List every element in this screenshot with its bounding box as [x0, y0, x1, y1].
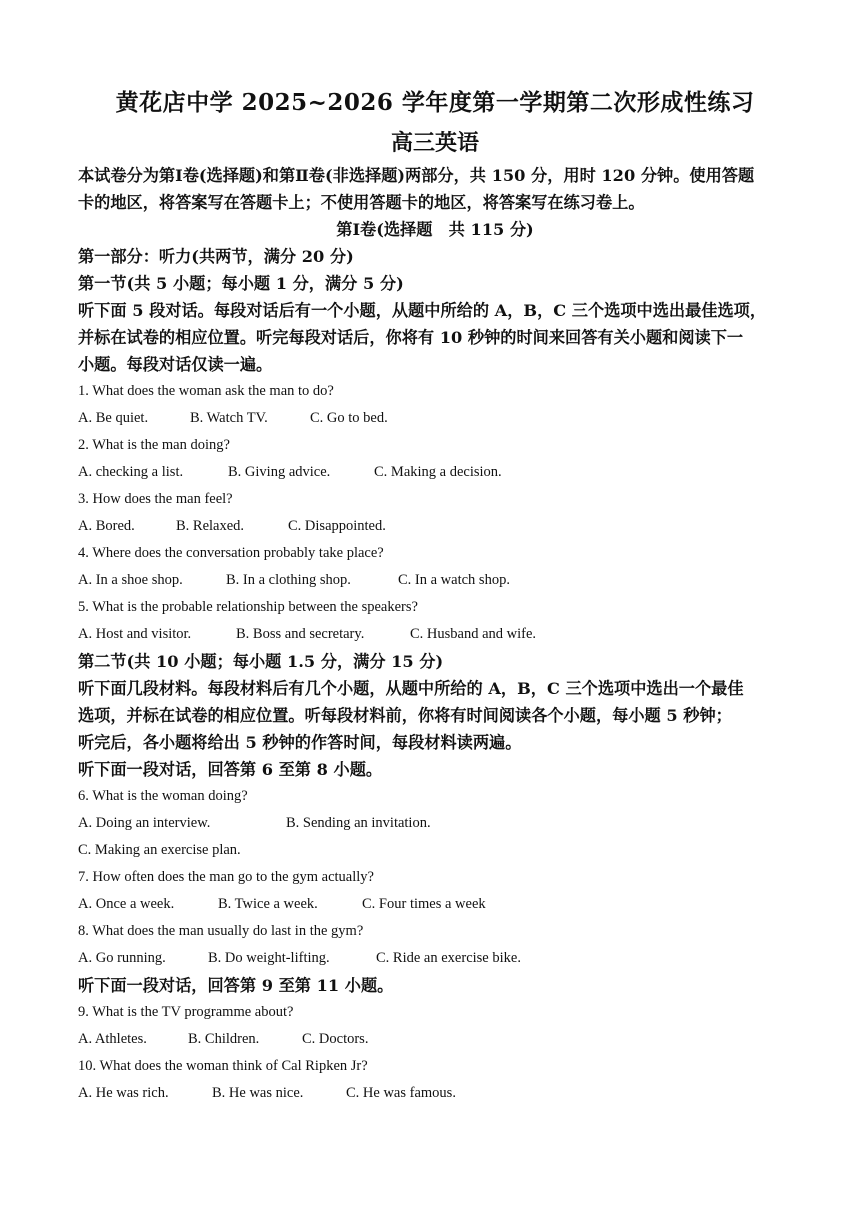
option-b: B. Twice a week. [218, 896, 318, 912]
section2-instruction-3: 听完后，各小题将给出 5 秒钟的作答时间，每段材料读两遍。 [78, 733, 522, 752]
options-10 [78, 1080, 792, 1107]
exam-subtitle: 高三英语 [390, 130, 479, 156]
option-b: B. Relaxed. [176, 518, 245, 534]
options-1 [78, 405, 792, 432]
option-a: A. Go running. [78, 950, 166, 966]
options-2 [78, 459, 792, 486]
section2-instruction-1: 听下面几段材料。每段材料后有几个小题，从题中所给的 A，B，C 三个选项中选出一个最佳 [78, 679, 744, 698]
option-b: B. Sending an invitation. [286, 815, 431, 831]
question-7: 7. How often does the man go to the gym actually? [78, 869, 374, 885]
options-3 [78, 513, 792, 540]
intro-line-2: 卡的地区，将答案写在答题卡上；不使用答题卡的地区，将答案写在练习卷上。 [78, 193, 645, 212]
question-6: 6. What is the woman doing? [78, 788, 248, 804]
option-b: B. Watch TV. [190, 410, 268, 426]
option-b: B. Children. [188, 1031, 260, 1047]
exam-title: 黄花店中学 2025~2026 学年度第一学期第二次形成性练习 [115, 89, 755, 116]
question-2: 2. What is the man doing? [78, 437, 230, 453]
section1-instruction-2: 并标在试卷的相应位置。听完每段对话后，你将有 10 秒钟的时间来回答有关小题和阅读下一 [78, 328, 744, 347]
option-b: B. Do weight-lifting. [208, 950, 330, 966]
option-c: C. Disappointed. [288, 518, 386, 534]
options-6 [78, 810, 792, 837]
option-a: A. Be quiet. [78, 410, 149, 426]
option-c: C. In a watch shop. [398, 572, 510, 588]
question-5: 5. What is the probable relationship between the speakers? [78, 599, 418, 615]
option-a: A. Bored. [78, 518, 135, 534]
option-a: A. He was rich. [78, 1085, 169, 1101]
question-10: 10. What does the woman think of Cal Ripken Jr? [78, 1058, 368, 1074]
option-c: C. Four times a week [362, 896, 486, 912]
question-9: 9. What is the TV programme about? [78, 1004, 294, 1020]
options-9 [78, 1026, 792, 1053]
section1-heading: 第一节(共 5 小题；每小题 1 分，满分 5 分) [78, 274, 404, 293]
part-heading: 第一部分：听力(共两节，满分 20 分) [78, 247, 354, 266]
option-b: B. Boss and secretary. [236, 626, 365, 642]
option-a: A. checking a list. [78, 464, 184, 480]
option-a: A. Host and visitor. [78, 626, 192, 642]
question-3: 3. How does the man feel? [78, 491, 233, 507]
option-a: A. In a shoe shop. [78, 572, 183, 588]
option-c: C. Doctors. [302, 1031, 369, 1047]
section1-instruction-1: 听下面 5 段对话。每段对话后有一个小题，从题中所给的 A，B，C 三个选项中选出最佳选项， [78, 301, 767, 320]
option-c: C. Ride an exercise bike. [376, 950, 521, 966]
option-b: B. In a clothing shop. [226, 572, 351, 588]
option-c: C. Go to bed. [310, 410, 388, 426]
option-a: A. Doing an interview. [78, 815, 211, 831]
question-4: 4. Where does the conversation probably take place? [78, 545, 384, 561]
group2-heading: 听下面一段对话，回答第 9 至第 11 小题。 [78, 976, 394, 995]
option-c: C. Husband and wife. [410, 626, 537, 642]
group1-heading: 听下面一段对话，回答第 6 至第 8 小题。 [78, 760, 383, 779]
intro-line-1: 本试卷分为第Ⅰ卷(选择题)和第Ⅱ卷(非选择题)两部分，共 150 分，用时 120 分钟。使用答题 [78, 166, 755, 185]
options-5 [78, 621, 792, 648]
question-1: 1. What does the woman ask the man to do? [78, 383, 334, 399]
options-6-c [78, 837, 792, 864]
section1-instruction-3: 小题。每段对话仅读一遍。 [78, 355, 273, 374]
volume-heading: 第Ⅰ卷(选择题 共 115 分) [336, 220, 534, 239]
section2-heading: 第二节(共 10 小题；每小题 1.5 分，满分 15 分) [78, 652, 444, 671]
option-c: C. Making a decision. [374, 464, 502, 480]
option-b: B. He was nice. [212, 1085, 304, 1101]
option-a: A. Once a week. [78, 896, 175, 912]
options-7 [78, 891, 792, 918]
option-c: C. Making an exercise plan. [78, 842, 241, 858]
option-b: B. Giving advice. [228, 464, 331, 480]
option-c: C. He was famous. [346, 1085, 456, 1101]
section2-instruction-2: 选项，并标在试卷的相应位置。听每段材料前，你将有时间阅读各个小题，每小题 5 秒钟； [78, 706, 732, 725]
option-a: A. Athletes. [78, 1031, 147, 1047]
question-8: 8. What does the man usually do last in the gym? [78, 923, 364, 939]
options-4 [78, 567, 792, 594]
options-8 [78, 945, 792, 972]
